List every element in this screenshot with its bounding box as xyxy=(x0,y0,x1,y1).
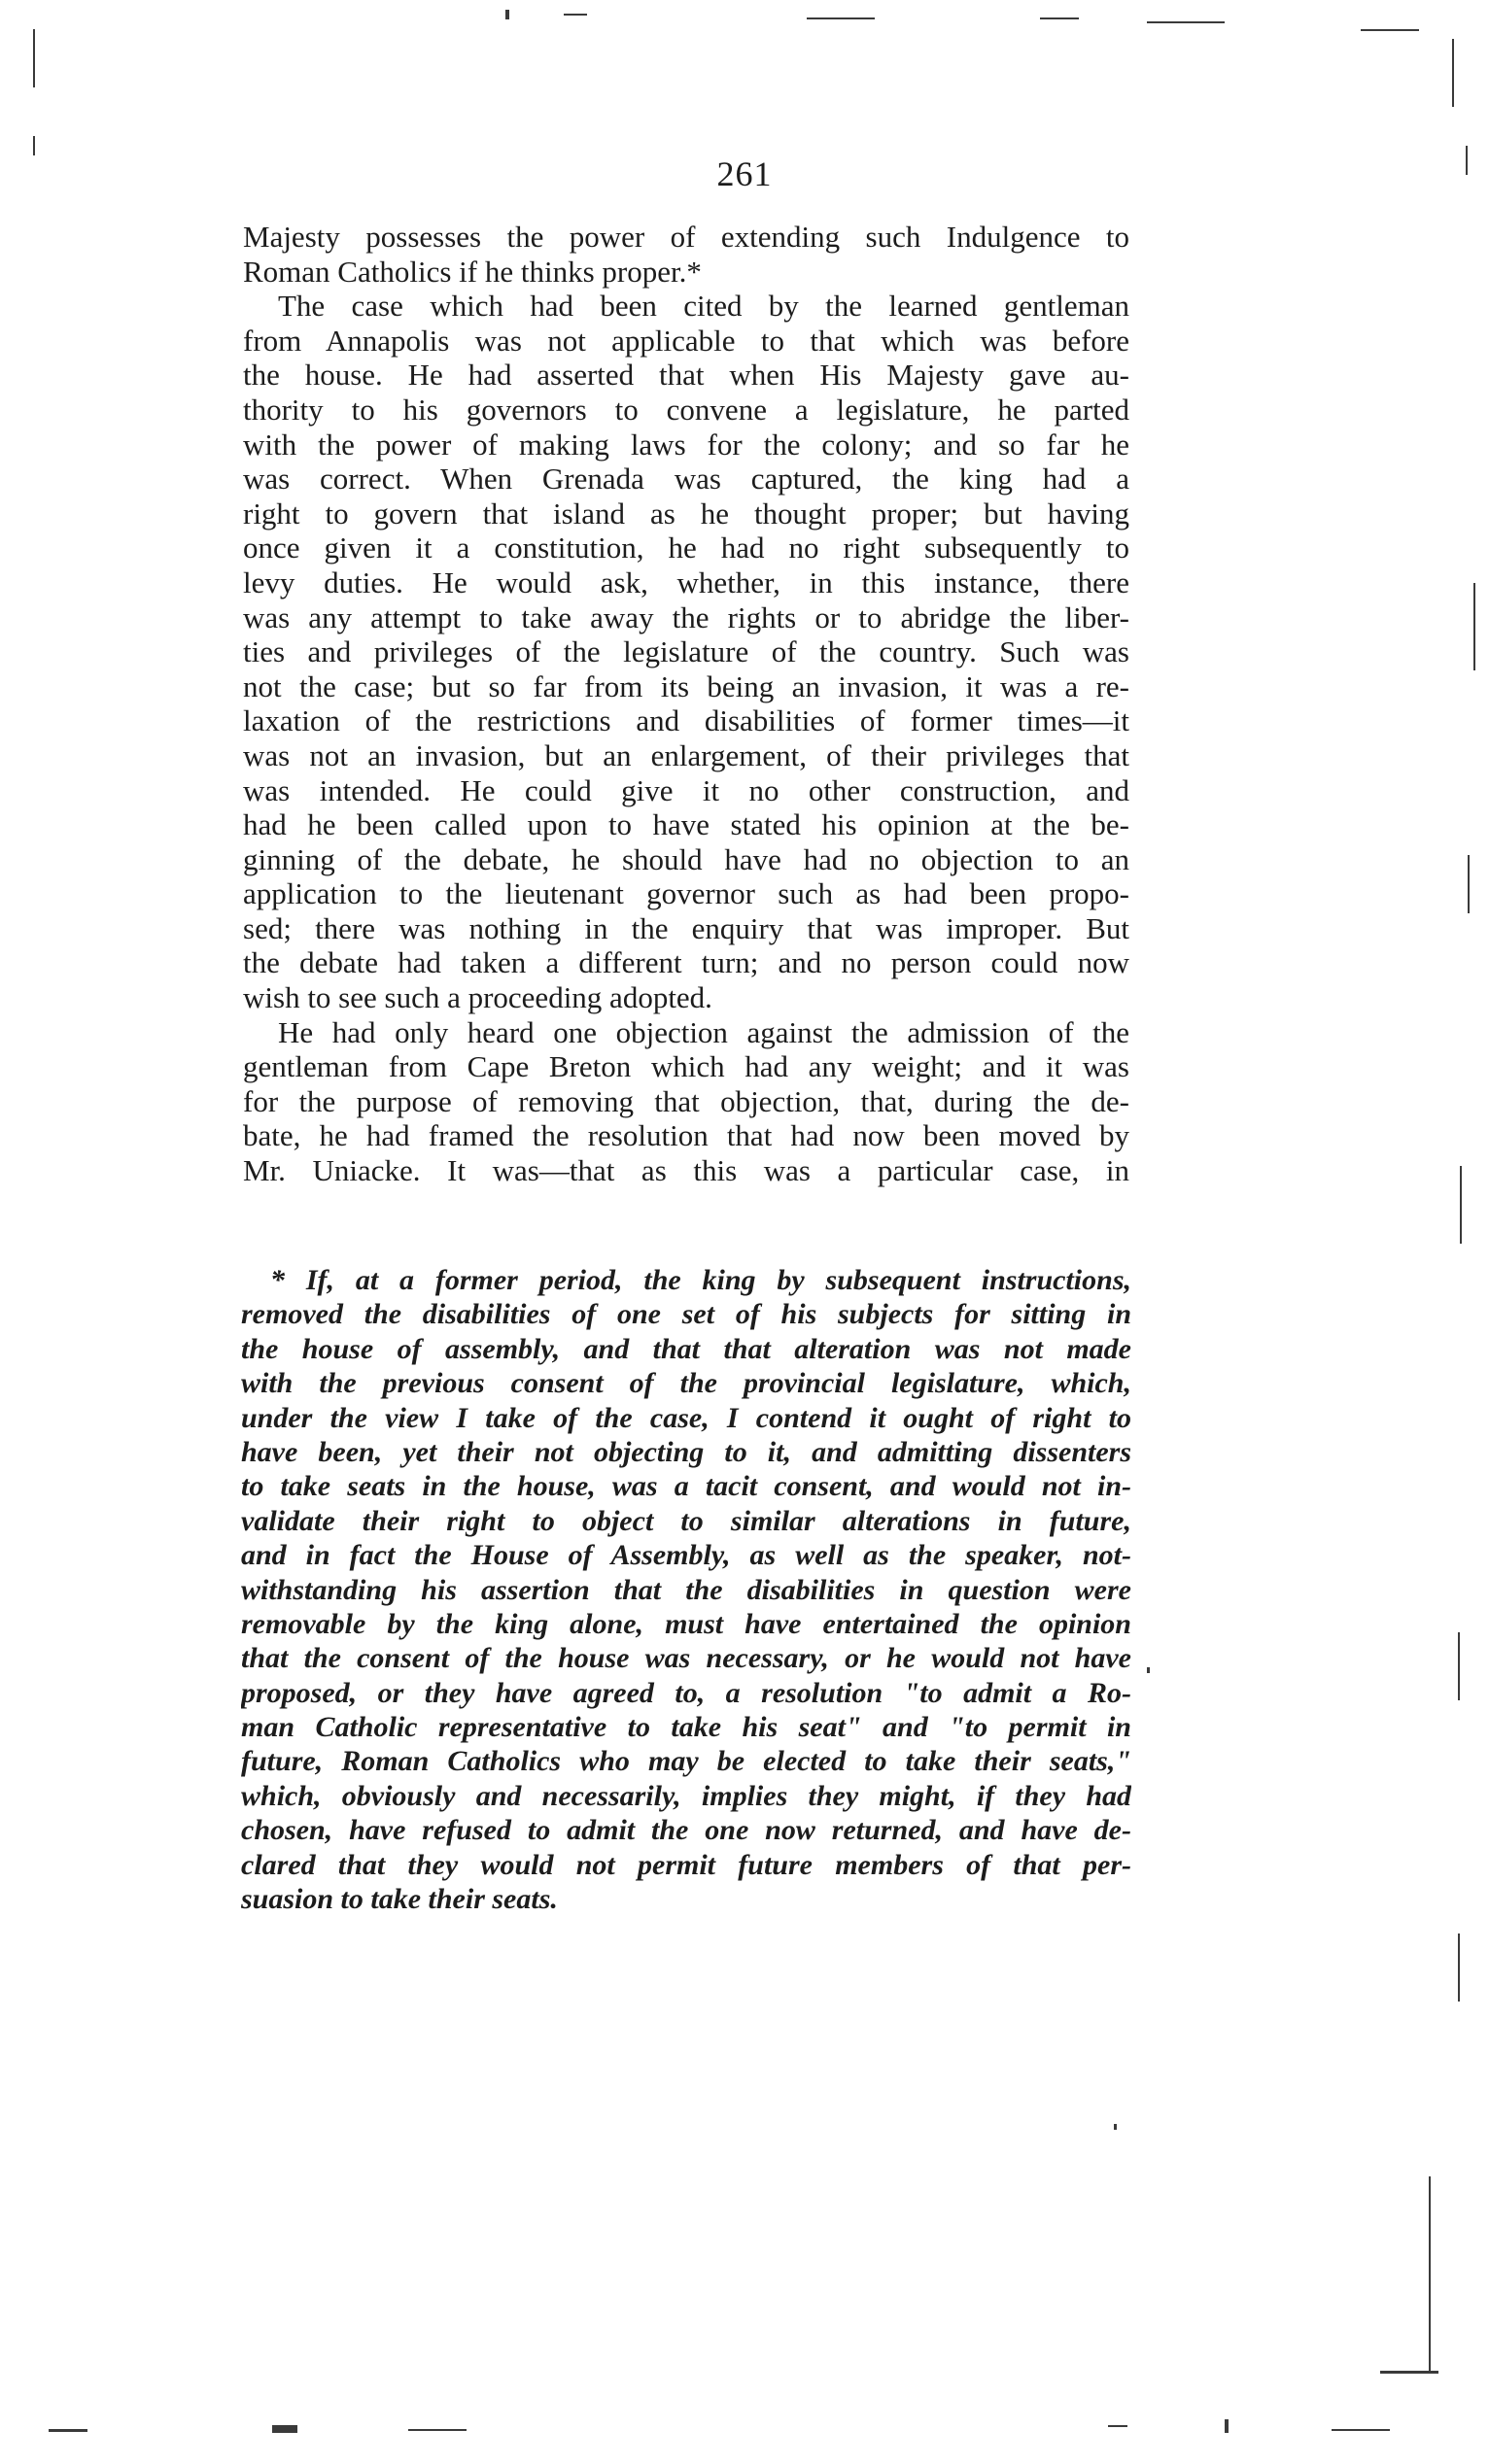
page-number: 261 xyxy=(716,154,773,193)
text-line: from Annapolis was not applicable to that which was before xyxy=(243,323,1129,358)
text-line: was intended. He could give it no other construction, and xyxy=(243,772,1129,807)
text-line: right to govern that island as he thought proper; but having xyxy=(243,496,1129,530)
footnote-line: * If, at a former period, the king by subsequent instructions, xyxy=(270,1264,1131,1296)
footnote-line: chosen, have refused to admit the one now returned, and have de- xyxy=(241,1814,1131,1847)
text-line: the debate had taken a different turn; and no person could now xyxy=(243,945,1129,980)
text-line: ties and privileges of the legislature of the country. Such was xyxy=(243,634,1129,669)
text-line: Roman Catholics if he thinks proper.* xyxy=(243,254,702,289)
scan-artifact xyxy=(1458,1632,1460,1700)
scan-artifact xyxy=(408,2429,467,2431)
scan-artifact xyxy=(1361,29,1419,31)
text-line: had he been called upon to have stated his opinion at the be- xyxy=(243,807,1129,842)
text-line: the house. He had asserted that when His Majesty gave au- xyxy=(243,358,1129,393)
text-line: thority to his governors to convene a legislature, he parted xyxy=(243,392,1129,427)
footnote-line: which, obviously and necessarily, implies they might, if they had xyxy=(241,1779,1131,1812)
footnote-line: removed the disabilities of one set of his subjects for sitting in xyxy=(241,1298,1131,1331)
main-text xyxy=(243,220,1129,1188)
scan-artifact xyxy=(1040,17,1079,19)
text-line: levy duties. He would ask, whether, in this instance, there xyxy=(243,565,1129,599)
scan-artifact xyxy=(1473,583,1475,670)
text-line: with the power of making laws for the colony; and so far he xyxy=(243,427,1129,462)
footnote-line: and in fact the House of Assembly, as well as the speaker, not- xyxy=(241,1539,1131,1572)
text-line: was not an invasion, but an enlargement, of their privileges that xyxy=(243,737,1129,772)
scan-artifact xyxy=(1452,39,1454,107)
text-line: The case which had been cited by the learned gentleman xyxy=(278,289,1129,324)
scan-artifact xyxy=(1468,855,1470,913)
footnote-line: under the view I take of the case, I contend it ought of right to xyxy=(241,1401,1131,1434)
footnote-line: to take seats in the house, was a tacit consent, and would not in- xyxy=(241,1470,1131,1503)
scan-artifact xyxy=(1108,2425,1127,2427)
scan-artifact xyxy=(49,2429,87,2432)
footnote-line: clared that they would not permit future members of that per- xyxy=(241,1848,1131,1881)
scan-artifact xyxy=(1380,2371,1438,2374)
scan-artifact xyxy=(1225,2419,1229,2433)
scan-artifact xyxy=(33,136,35,155)
text-line: once given it a constitution, he had no right subsequently to xyxy=(243,530,1129,565)
footnote-line: the house of assembly, and that that alteration was not made xyxy=(241,1332,1131,1365)
scan-artifact xyxy=(1460,1166,1462,1244)
text-line: laxation of the restrictions and disabilities of former times—it xyxy=(243,703,1129,738)
text-line: sed; there was nothing in the enquiry that was improper. But xyxy=(243,910,1129,945)
scan-artifact xyxy=(1429,2176,1431,2371)
text-line: was any attempt to take away the rights or to abridge the liber- xyxy=(243,599,1129,634)
scan-artifact xyxy=(807,17,875,19)
text-line: wish to see such a proceeding adopted. xyxy=(243,980,712,1015)
scan-artifact xyxy=(564,14,587,16)
scan-artifact xyxy=(1458,1934,1460,2002)
text-line: application to the lieutenant governor such as had been propo- xyxy=(243,876,1129,911)
text-line: Mr. Uniacke. It was—that as this was a particular case, in xyxy=(243,1153,1129,1188)
text-line: gentleman from Cape Breton which had any weight; and it was xyxy=(243,1049,1129,1084)
footnote-line: man Catholic representative to take his seat" and "to permit in xyxy=(241,1711,1131,1744)
footnote-line: validate their right to object to similar alterations in future, xyxy=(241,1504,1131,1537)
scan-artifact xyxy=(1147,1667,1150,1673)
text-line: Majesty possesses the power of extending such Indulgence to xyxy=(243,220,1129,254)
text-line: bate, he had framed the resolution that had now been moved by xyxy=(243,1118,1129,1153)
footnote-line: proposed, or they have agreed to, a resolution "to admit a Ro- xyxy=(241,1676,1131,1709)
footnote-line: have been, yet their not objecting to it, and admitting dissenters xyxy=(241,1435,1131,1468)
scan-artifact xyxy=(33,29,35,87)
scan-artifact xyxy=(272,2425,297,2433)
text-line: was correct. When Grenada was captured, the king had a xyxy=(243,462,1129,496)
text-line: not the case; but so far from its being an invasion, it was a re- xyxy=(243,668,1129,703)
footnote-line: with the previous consent of the provincial legislature, which, xyxy=(241,1367,1131,1400)
text-line: for the purpose of removing that objection, that, during the de- xyxy=(243,1083,1129,1118)
footnote-line: that the consent of the house was necessary, or he would not have xyxy=(241,1642,1131,1675)
footnote-line: suasion to take their seats. xyxy=(241,1883,558,1916)
scan-artifact xyxy=(1114,2124,1117,2130)
text-line: He had only heard one objection against the admission of the xyxy=(278,1014,1129,1049)
footnote xyxy=(241,1263,1131,1916)
scan-artifact xyxy=(505,10,509,19)
text-line: ginning of the debate, he should have had no objection to an xyxy=(243,841,1129,876)
footnote-line: removable by the king alone, must have entertained the opinion xyxy=(241,1607,1131,1640)
footnote-line: future, Roman Catholics who may be elected to take their seats," xyxy=(241,1745,1131,1778)
scan-artifact xyxy=(1332,2429,1390,2431)
scan-artifact xyxy=(1147,21,1225,23)
footnote-line: withstanding his assertion that the disabilities in question were xyxy=(241,1573,1131,1606)
